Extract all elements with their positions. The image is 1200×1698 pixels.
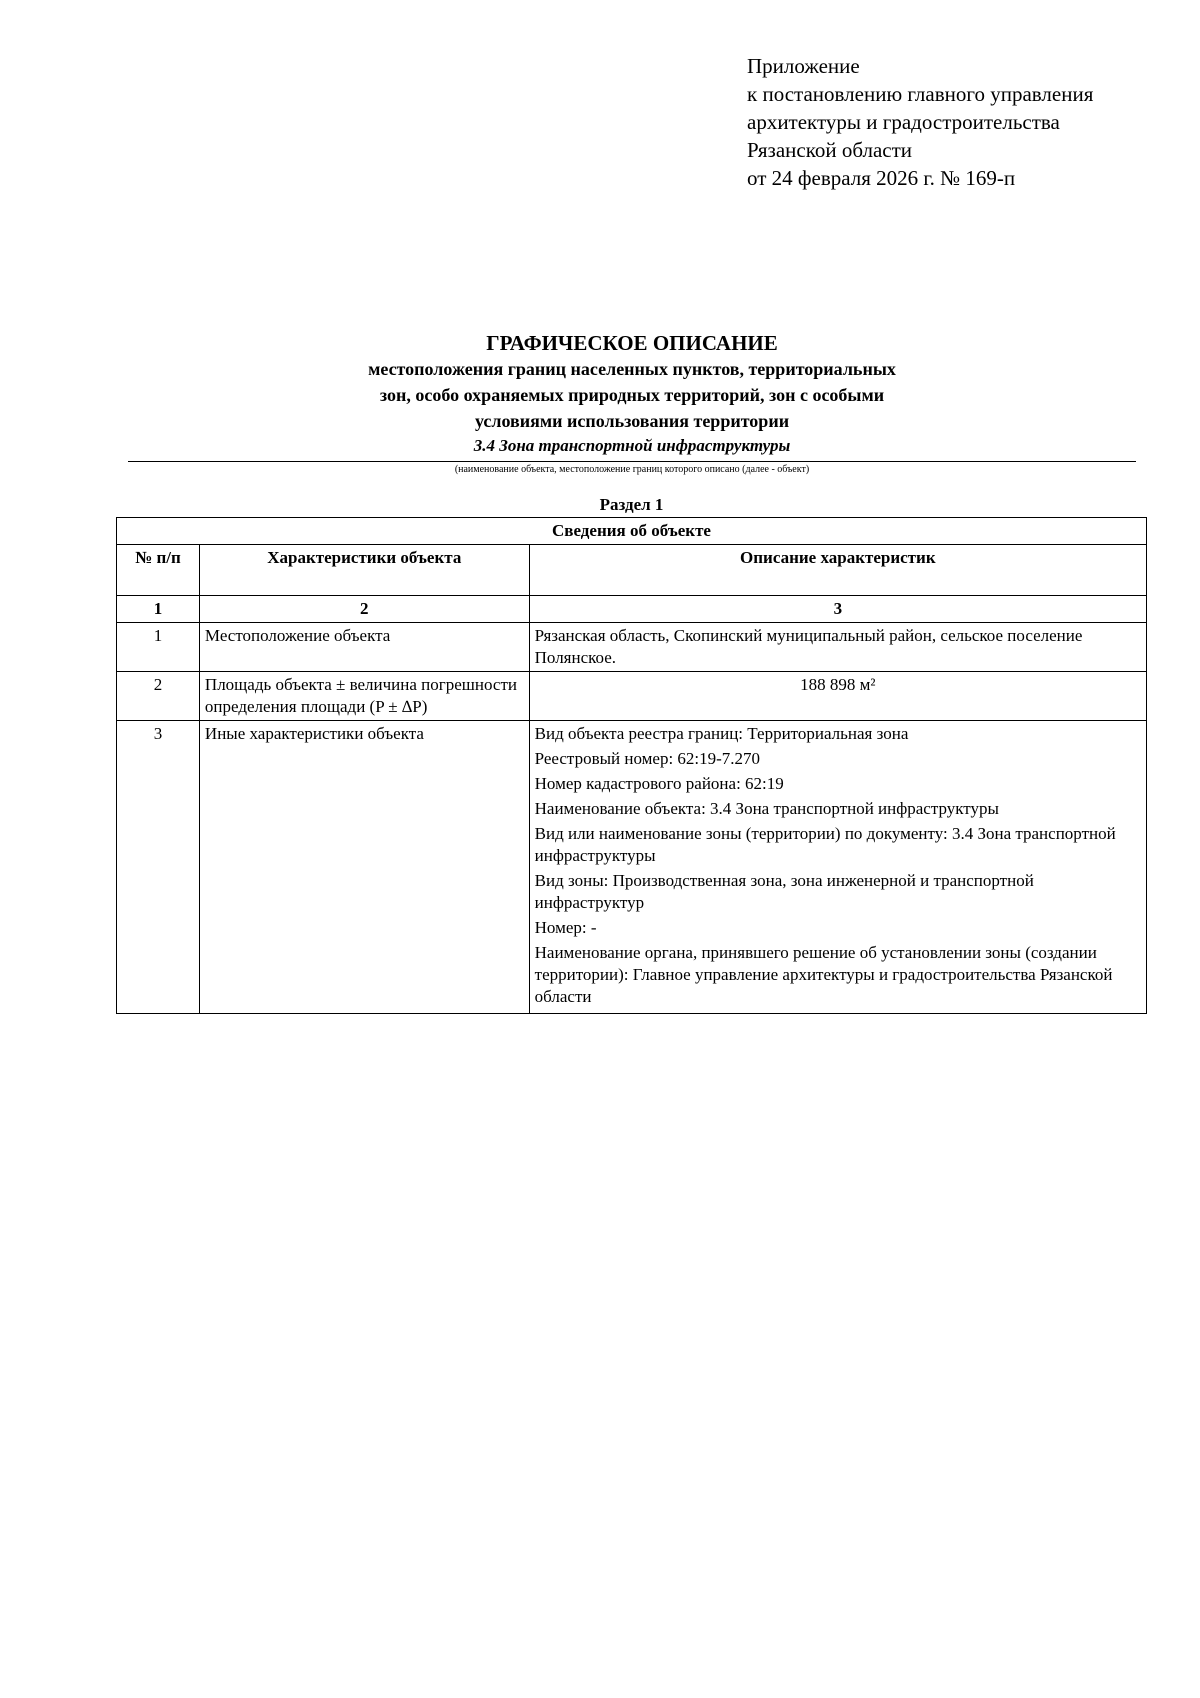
header-description: Описание характеристик [529, 545, 1146, 596]
description-line: Наименование объекта: 3.4 Зона транспортной инфраструктуры [534, 799, 999, 818]
table-row [117, 623, 1147, 672]
object-name: 3.4 Зона транспортной инфраструктуры [473, 436, 791, 455]
row-description: 188 898 м² [529, 672, 1146, 721]
document-subtitle-line: местоположения границ населенных пунктов, территориальных [368, 359, 896, 379]
table-header-row [117, 545, 1147, 596]
table-row [117, 721, 1147, 1014]
row-description [529, 721, 1146, 1014]
document-title: ГРАФИЧЕСКОЕ ОПИСАНИЕ [486, 331, 778, 355]
object-info-table [116, 517, 1147, 1014]
table-caption: Сведения об объекте [117, 518, 1147, 545]
appendix-header [747, 52, 1093, 192]
description-line: Наименование органа, принявшего решение об установлении зоны (создании территории): Главное управление архитектуры и градостроительства Рязанской области [534, 943, 1113, 1006]
description-line: Реестровый номер: 62:19-7.270 [534, 749, 761, 768]
column-number: 2 [199, 596, 529, 623]
appendix-line: архитектуры и градостроительства [747, 110, 1060, 134]
object-name-note: (наименование объекта, местоположение границ которого описано (далее - объект) [454, 464, 810, 475]
description-line: Вид или наименование зоны (территории) по документу: 3.4 Зона транспортной инфраструктуры [534, 824, 1116, 865]
column-number: 1 [117, 596, 200, 623]
row-characteristic: Местоположение объекта [199, 623, 529, 672]
appendix-line: от 24 февраля 2026 г. № 169-п [747, 166, 1016, 190]
row-number: 3 [117, 721, 200, 1014]
section-label: Раздел 1 [599, 495, 664, 514]
document-subtitle-line: условиями использования территории [474, 411, 790, 431]
description-line: Вид зоны: Производственная зона, зона инженерной и транспортной инфраструктур [534, 871, 1034, 912]
description-line: Номер: - [534, 918, 597, 937]
appendix-line: Рязанской области [747, 138, 913, 162]
column-number-row [117, 596, 1147, 623]
document-title-block [128, 330, 1136, 478]
header-characteristic: Характеристики объекта [199, 545, 529, 596]
appendix-line: к постановлению главного управления [747, 82, 1094, 106]
row-characteristic: Площадь объекта ± величина погрешности определения площади (P ± ∆P) [199, 672, 529, 721]
row-description: Рязанская область, Скопинский муниципальный район, сельское поселение Полянское. [529, 623, 1146, 672]
description-line: Вид объекта реестра границ: Территориальная зона [534, 724, 909, 743]
row-number: 1 [117, 623, 200, 672]
row-characteristic: Иные характеристики объекта [199, 721, 529, 1014]
header-number: № п/п [117, 545, 200, 596]
column-number: 3 [529, 596, 1146, 623]
table-caption-row [117, 518, 1147, 545]
row-number: 2 [117, 672, 200, 721]
description-line: Номер кадастрового района: 62:19 [534, 774, 784, 793]
appendix-line: Приложение [747, 54, 860, 78]
table-row [117, 672, 1147, 721]
document-subtitle-line: зон, особо охраняемых природных территорий, зон с особыми [379, 385, 885, 405]
